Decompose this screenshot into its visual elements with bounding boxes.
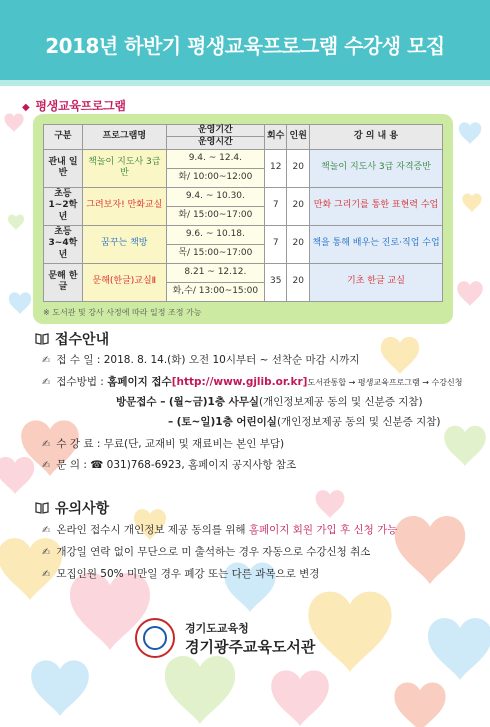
notice-text: 온라인 접수시 개인정보 제공 동의를 위해 (56, 524, 249, 536)
info-method (42, 374, 462, 389)
period-value: 2018. 8. 14.(화) 오전 10시부터 ~ 선착순 마감 시까지 (103, 354, 360, 366)
visit1-note: (개인정보제공 동의 및 신분증 지참) (259, 396, 423, 408)
diamond-icon: ◆ (22, 102, 30, 113)
program-section-label (22, 97, 126, 114)
header-capacity: 인원 (287, 125, 310, 150)
notice-text: 모집인원 50% 미만일 경우 폐강 또는 다른 과목으로 변경 (56, 568, 320, 580)
row-program: 꿈꾸는 책방 (82, 225, 166, 263)
row-time: 화/ 10:00~12:00 (166, 168, 264, 187)
header-program: 프로그램명 (82, 125, 166, 150)
info-period (42, 352, 360, 367)
row-group: 문해 한글 (44, 263, 83, 301)
row-time: 화/ 15:00~17:00 (166, 206, 264, 225)
notice-item (42, 522, 397, 537)
info-visit-1 (116, 394, 423, 409)
table-note: ※ 도서관 및 강사 사정에 따라 일정 조정 가능 (43, 308, 202, 317)
row-program: 책놀이 지도사 3급반 (82, 149, 166, 187)
row-capacity: 20 (287, 149, 310, 187)
header-band (0, 80, 490, 86)
pen-icon: ✍ (42, 355, 51, 366)
org-parent: 경기도교육청 (185, 622, 249, 635)
visit2-prefix: – (168, 416, 174, 428)
visit2-note: (개인정보제공 동의 및 신분증 지참) (276, 416, 441, 428)
row-capacity: 20 (287, 187, 310, 225)
header-sessions: 회수 (264, 125, 287, 150)
web-url[interactable]: [http://www.gjlib.or.kr] (171, 376, 308, 388)
web-label: 홈페이지 접수 (107, 376, 172, 388)
row-group: 초등 3~4학년 (44, 225, 83, 263)
registration-heading (35, 329, 109, 349)
table-row (44, 263, 443, 282)
program-table (43, 124, 443, 302)
row-sessions: 7 (264, 225, 287, 263)
row-time: 화,수/ 13:00~15:00 (166, 282, 264, 301)
book-icon (35, 333, 49, 349)
row-capacity: 20 (287, 225, 310, 263)
row-period: 9.6. ~ 10.18. (166, 225, 264, 244)
pen-icon: ✍ (42, 460, 51, 471)
row-content: 만화 그리기를 통한 표현력 수업 (309, 187, 442, 225)
row-sessions: 35 (264, 263, 287, 301)
fee-value: 무료(단, 교재비 및 재료비는 본인 부담) (103, 438, 285, 450)
book-icon (35, 502, 49, 518)
info-fee (42, 436, 284, 451)
table-row (44, 149, 443, 168)
page-title: 2018년 하반기 평생교육프로그램 수강생 모집 (45, 34, 445, 58)
contact-value: ☎ 031)768-6923, 홈페이지 공지사항 참조 (90, 459, 297, 471)
program-section-title: 평생교육프로그램 (35, 99, 126, 113)
contact-label: 문 의 : (56, 459, 87, 471)
header-content: 강 의 내 용 (309, 125, 442, 150)
row-period: 8.21 ~ 12.12. (166, 263, 264, 282)
program-table-box (33, 114, 453, 324)
period-label: 접 수 일 : (56, 354, 101, 366)
notice-text: 개강일 연락 없이 무단으로 미 출석하는 경우 자동으로 수강신청 취소 (56, 546, 371, 558)
visit1-place: (월~금)1층 사무실 (168, 396, 260, 408)
visit2-place: (토~일)1층 어린이실 (176, 416, 277, 428)
pen-icon: ✍ (42, 439, 51, 450)
notice-item (42, 544, 370, 559)
notice-highlight: 홈페이지 회원 가입 후 신청 가능 (248, 524, 398, 536)
row-content: 책을 통해 배우는 진로·직업 수업 (309, 225, 442, 263)
table-header-row (44, 125, 443, 137)
table-row (44, 225, 443, 244)
pen-icon: ✍ (42, 547, 51, 558)
row-content: 기초 한글 교실 (309, 263, 442, 301)
row-period: 9.4. ~ 12.4. (166, 149, 264, 168)
row-sessions: 7 (264, 187, 287, 225)
row-sessions: 12 (264, 149, 287, 187)
row-time: 목/ 15:00~17:00 (166, 244, 264, 263)
row-period: 9.4. ~ 10.30. (166, 187, 264, 206)
org-name: 경기광주교육도서관 (185, 638, 316, 656)
fee-label: 수 강 료 : (56, 438, 101, 450)
web-path: 도서관통합 → 평생교육프로그램 → 수강신청 (307, 378, 463, 387)
row-group: 초등 1~2학년 (44, 187, 83, 225)
education-office-logo (135, 618, 175, 658)
notices-heading-text: 유의사항 (55, 501, 110, 517)
info-visit-2 (168, 414, 441, 429)
pen-icon: ✍ (42, 569, 51, 580)
visit-label: 방문접수 – (116, 396, 166, 408)
row-capacity: 20 (287, 263, 310, 301)
header-banner (0, 0, 490, 80)
notice-item (42, 566, 319, 581)
table-row (44, 187, 443, 206)
info-contact (42, 457, 296, 472)
registration-heading-text: 접수안내 (55, 332, 110, 348)
header-period: 운영기간 (166, 125, 264, 137)
row-program: 문해(한글)교실Ⅱ (82, 263, 166, 301)
notices-heading (35, 498, 109, 518)
row-group: 관내 일반 (44, 149, 83, 187)
pen-icon: ✍ (42, 377, 51, 388)
method-label: 접수방법 : (56, 376, 104, 388)
row-content: 책놀이 지도사 3급 자격증반 (309, 149, 442, 187)
header-group: 구분 (44, 125, 83, 150)
pen-icon: ✍ (42, 525, 51, 536)
row-program: 그려보자! 만화교실 (82, 187, 166, 225)
header-time: 운영시간 (166, 137, 264, 149)
